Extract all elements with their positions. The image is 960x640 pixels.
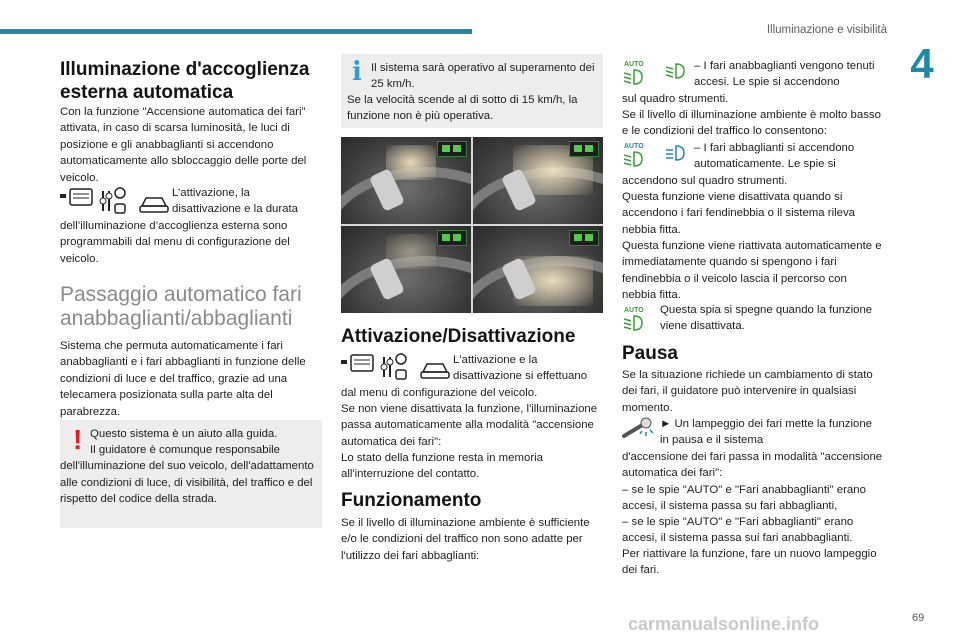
info-icon: i [352, 57, 362, 87]
state-low-beam-text: – I fari anabbaglianti vengono tenuti accesi. Le spie si accendono [694, 60, 875, 89]
activation-text-3: Se non viene disattivata la funzione, l'illuminazione passa automaticamente alla modalità "accensione automatica dei fari": [341, 403, 598, 448]
auto-beam-description: Sistema che permuta automaticamente i fari anabbaglianti e i fari abbaglianti in funzione delle condizioni di luce e del traffico, grazie ad una telecamera posizionata sulla parte alta del parabrezza. [60, 340, 306, 418]
chapter-number: 4 [910, 40, 934, 87]
pause-reactivate-text: Per riattivare la funzione, fare un nuovo lampeggio dei fari. [622, 548, 877, 577]
activation-text-4: Lo stato della funzione resta in memoria all'interruzione del contatto. [341, 452, 543, 481]
auto-low-beam-icons [622, 58, 688, 86]
config-icons [60, 186, 170, 216]
activation-text-1: L'attivazione e la disattivazione si effettuano [453, 354, 588, 383]
warning-icon: ! [73, 424, 83, 455]
pause-text: Se la situazione richiede un cambiamento di stato dei fari, il guidatore può intervenire in qualsiasi momento. [622, 369, 873, 414]
activation-config-icons [341, 352, 451, 382]
auto-low-beam-icon [622, 58, 688, 86]
config-menu-icon [341, 352, 451, 382]
auto-high-beam-icon [622, 140, 688, 168]
heading-operation: Funzionamento [341, 490, 482, 511]
page-number: 69 [912, 612, 925, 624]
auto-label: AUTO [624, 61, 644, 68]
info-box [341, 54, 603, 128]
info-text-2: Se la velocità scende al di sotto di 15 km/h, la funzione non è più operativa. [347, 94, 578, 123]
info-text-1: Il sistema sarà operativo al superamento dei 25 km/h. [371, 62, 595, 91]
pause-bullet-1: – se le spie "AUTO" e "Fari anabbaglianti" erano accesi, il sistema passa su fari abbaglianti, [622, 484, 866, 513]
heading-welcome-lighting: Illuminazione d'accoglienza esterna automatica [60, 59, 310, 103]
state-low-beam-text-cont: sul quadro strumenti. [622, 93, 729, 105]
auto-high-beam-icons [622, 140, 688, 168]
stalk-flash-icon-wrap [622, 416, 656, 442]
auto-label: AUTO [624, 307, 644, 314]
pause-step-text-cont: d'accensione dei fari passa in modalità "accensione automatica dei fari": [622, 451, 883, 480]
auto-label: AUTO [624, 143, 644, 150]
stalk-flash-icon [622, 416, 656, 442]
operation-text: Se il livello di illuminazione ambiente è sufficiente e/o le condizioni del traffico non sono adatte per l'utilizzo dei fari abbaglianti: [341, 517, 590, 562]
warning-text-1: Questo sistema è un aiuto alla guida. [90, 428, 278, 440]
photo-high-beam-1 [473, 137, 603, 224]
state-high-beam-text: – I fari abbaglianti si accendono automaticamente. Le spie si [694, 142, 855, 171]
photo-high-beam-2 [473, 226, 603, 313]
state-high-beam-text-cont: accendono sul quadro strumenti. [622, 175, 788, 187]
very-low-light-text: Se il livello di illuminazione ambiente è molto basso e le condizioni del traffico lo consentono: [622, 109, 881, 138]
watermark: carmanualsonline.info [628, 614, 820, 634]
warning-text-2: Il guidatore è comunque responsabile dell'illuminazione del suo veicolo, dell'adattamento alle condizioni di luce, di visibilità, del traffico e del rispetto del codice della strada. [60, 444, 314, 506]
welcome-config-text: L’attivazione, la disattivazione e la durata [172, 187, 299, 216]
config-menu-icon [60, 186, 170, 216]
activation-text-2: dal menu di configurazione del veicolo. [341, 387, 538, 399]
heading-pause: Pausa [622, 343, 678, 364]
welcome-config-text-cont: dell’illuminazione d’accoglienza esterna sono programmabili dal menu di configurazione del veicolo. [60, 220, 290, 265]
running-header: Illuminazione e visibilità [766, 24, 887, 36]
lamp-off-text: Questa spia si spegne quando la funzione viene disattivata. [660, 304, 873, 333]
fog-reactivation-text: Questa funzione viene riattivata automaticamente e immediatamente quando si spengono i fari fendinebbia o il veicolo lascia il percorso con nebbia fitta. [622, 240, 882, 302]
pause-step-text: ► Un lampeggio dei fari mette la funzione in pausa e il sistema [660, 418, 872, 447]
pause-bullet-2: – se le spie "AUTO" e "Fari abbaglianti" erano accesi, il sistema passa sui fari anabbaglianti. [622, 516, 854, 545]
top-accent-bar [0, 29, 472, 34]
welcome-intro-text: Con la funzione "Accensione automatica dei fari" attivata, in caso di scarsa luminosità, le luci di posizione e gli anabbaglianti si accendono automaticamente allo sbloccaggio delle porte del veicolo. [60, 106, 307, 184]
warning-box [60, 420, 322, 528]
auto-lamp-icon-wrap [622, 304, 652, 332]
heading-activation: Attivazione/Disattivazione [341, 326, 576, 347]
auto-lamp-icon [622, 304, 652, 332]
heading-auto-high-beam: Passaggio automatico fari anabbaglianti/abbaglianti [60, 283, 302, 330]
photo-low-beam-1 [341, 137, 471, 224]
fog-deactivation-text: Questa funzione viene disattivata quando si accendono i fari fendinebbia o il sistema rileva nebbia fitta. [622, 191, 856, 236]
illustration-photos [341, 137, 603, 313]
photo-oncoming-traffic [341, 226, 471, 313]
